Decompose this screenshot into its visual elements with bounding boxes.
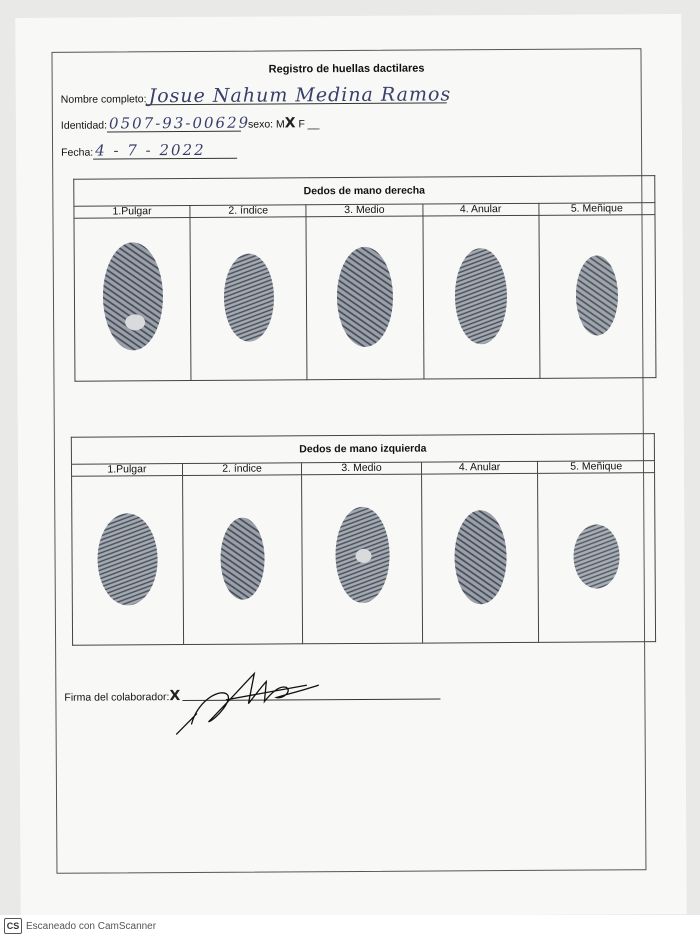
sex-f-label: F __: [298, 118, 320, 131]
signature-image: [166, 663, 336, 744]
right-col-thumb: 1.Pulgar: [74, 205, 190, 218]
signature-row: [64, 688, 180, 705]
right-col-pinky: 5. Meñique: [539, 203, 655, 216]
right-thumb-print-cell: [74, 217, 191, 381]
scanner-footer-text: Escaneado con CamScanner: [26, 920, 157, 932]
right-col-middle: 3. Medio: [306, 204, 422, 217]
scanner-footer: [0, 915, 700, 937]
right-col-index: 2. índice: [190, 205, 306, 218]
right-pinky-print-cell: [539, 215, 656, 379]
right-index-print-cell: [190, 217, 307, 381]
left-col-index: 2. índice: [182, 463, 302, 476]
name-row: [60, 83, 452, 108]
left-col-thumb: 1.Pulgar: [71, 464, 182, 477]
id-value: 0507-93-00629: [108, 113, 251, 133]
scanned-page: [15, 14, 686, 918]
right-ring-print-cell: [423, 215, 540, 379]
sex-label: sexo: M: [247, 118, 285, 131]
left-hand-table: [71, 433, 656, 646]
date-label: Fecha:: [61, 146, 94, 159]
right-middle-print-cell: [306, 216, 423, 380]
left-ring-print-cell: [421, 473, 539, 643]
fingerprint-image: [567, 250, 628, 340]
fingerprint-image: [92, 238, 173, 358]
right-hand-title: Dedos de mano derecha: [74, 176, 655, 207]
fingerprint-image: [213, 247, 284, 347]
camscanner-logo-icon: CS: [4, 918, 22, 934]
signature-mark: X: [169, 688, 181, 705]
id-label: Identidad:: [60, 119, 108, 132]
form-title: Registro de huellas dactilares: [268, 62, 425, 76]
id-row: [61, 114, 320, 133]
left-thumb-print-cell: [72, 476, 184, 646]
fingerprint-image: [445, 502, 516, 612]
left-col-middle: 3. Medio: [302, 462, 422, 475]
left-index-print-cell: [182, 475, 303, 645]
fingerprint-image: [87, 504, 168, 614]
date-value: 4 - 7 - 2022: [93, 142, 237, 160]
fingerprint-image: [327, 500, 398, 615]
left-col-pinky: 5. Meñique: [538, 461, 655, 474]
signature-label: Firma del colaborador:: [64, 691, 170, 704]
fingerprint-image: [325, 236, 406, 356]
fingerprint-image: [566, 516, 626, 596]
fingerprint-image: [446, 240, 517, 350]
name-value: Josue Nahum Medina Ramos: [148, 83, 452, 108]
name-label: Nombre completo:: [60, 93, 147, 106]
sex-mark: X: [284, 115, 296, 132]
left-pinky-print-cell: [538, 473, 656, 643]
fingerprint-image: [212, 508, 273, 608]
left-col-ring: 4. Anular: [421, 461, 538, 474]
left-hand-title: Dedos de mano izquierda: [71, 434, 654, 465]
right-hand-table: [73, 175, 656, 382]
date-row: [61, 142, 237, 160]
left-middle-print-cell: [302, 474, 423, 644]
form-frame: [51, 48, 646, 874]
right-col-ring: 4. Anular: [422, 203, 538, 216]
